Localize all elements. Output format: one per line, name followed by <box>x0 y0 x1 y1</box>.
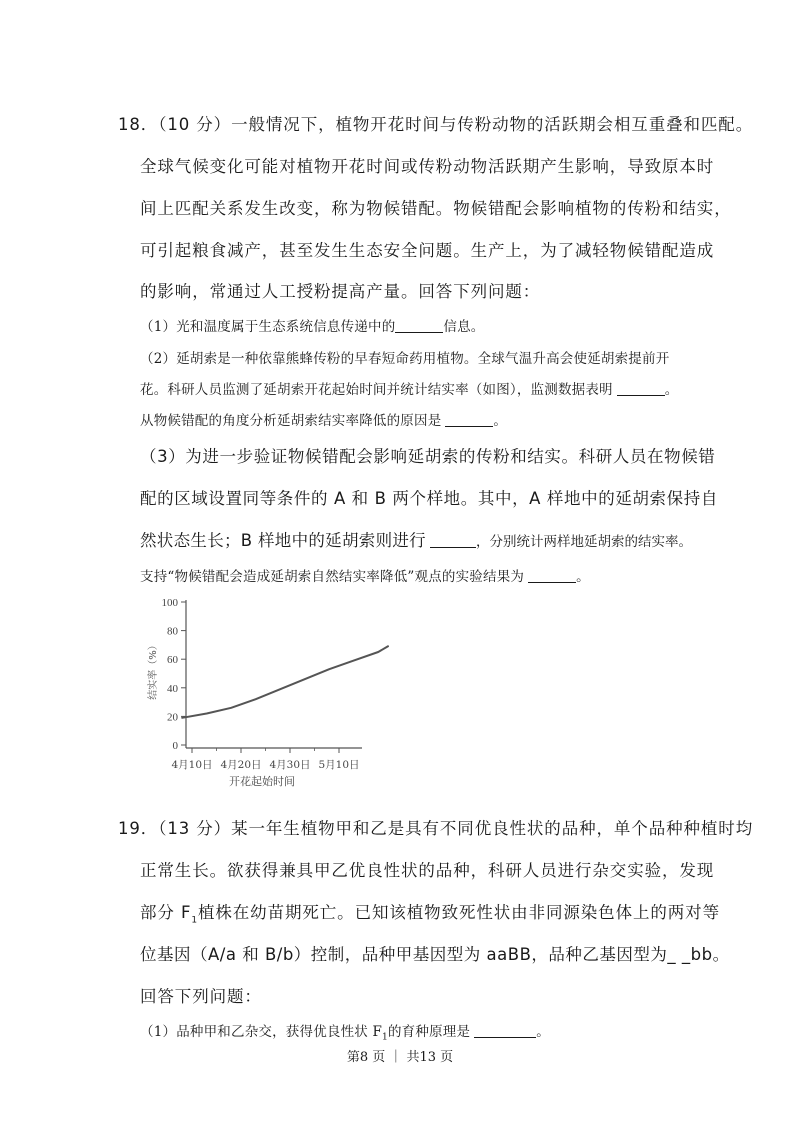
y-tick-label: 0 <box>172 740 178 752</box>
x-axis-title: 开花起始时间 <box>229 775 295 788</box>
x-tick-label: 4月30日 <box>269 759 311 771</box>
q18-line-4: 可引起粮食减产，甚至发生生态安全问题。生产上，为了减轻物候错配造成 <box>140 241 715 260</box>
answer-blank[interactable] <box>395 319 443 334</box>
y-tick-label: 100 <box>161 597 178 609</box>
q19-part1: （1）品种甲和乙杂交，获得优良性状 $F_1$的育种原理是 。 <box>140 1024 550 1043</box>
y-tick-label: 40 <box>167 682 178 695</box>
q19-line-5: 回答下列问题： <box>140 987 262 1006</box>
q18-part3-line4: 支持“物候错配会造成延胡索自然结实率降低”观点的实验结果为 。 <box>140 569 590 585</box>
x-tick-label: 4月10日 <box>171 759 213 771</box>
q19-line-3: 部分 $F_1$植株在幼苗期死亡。已知该植物致死性状由非同源染色体上的两对等 <box>140 903 720 926</box>
answer-blank[interactable] <box>445 413 493 428</box>
q18-part2-line1: （2）延胡索是一种依靠熊蜂传粉的早春短命药用植物。全球气温升高会使延胡索提前开 <box>140 351 670 367</box>
q19-number: 19．（13 分） <box>118 819 232 838</box>
q18-part1: （1）光和温度属于生态系统信息传递中的 信息。 <box>140 319 485 335</box>
answer-blank[interactable] <box>474 1024 536 1039</box>
answer-blank[interactable] <box>430 531 476 549</box>
answer-blank[interactable] <box>617 382 665 397</box>
q19-line-2: 正常生长。欲获得兼具甲乙优良性状的品种，科研人员进行杂交实验，发现 <box>140 861 715 880</box>
series-line <box>182 646 388 718</box>
q19-line-4: 位基因（A/a 和 B/b）控制，品种甲基因型为 aaBB，品种乙基因型为_ _bb。 <box>140 945 730 964</box>
q18-number: 18．（10 分） <box>118 115 232 134</box>
y-tick-label: 80 <box>167 625 178 638</box>
q18-part3-line1: （3）为进一步验证物候错配会影响延胡索的传粉和结实。科研人员在物候错 <box>140 447 716 466</box>
q18-line-3: 间上匹配关系发生改变，称为物候错配。物候错配会影响植物的传粉和结实， <box>140 199 732 218</box>
x-tick-label: 5月10日 <box>318 759 360 771</box>
y-tick-label: 20 <box>167 711 178 724</box>
q18-line-2: 全球气候变化可能对植物开花时间或传粉动物活跃期产生影响，导致原本时 <box>140 157 715 176</box>
q18-part3-line3: 然状态生长；B 样地中的延胡索则进行 ，分别统计两样地延胡索的结实率。 <box>140 531 692 550</box>
x-tick-label: 4月20日 <box>220 759 262 771</box>
q18-line-1: 18．（10 分）一般情况下，植物开花时间与传粉动物的活跃期会相互重叠和匹配。 <box>118 115 754 134</box>
y-axis-title: 结实率（%） <box>148 640 159 700</box>
answer-blank[interactable] <box>528 569 576 584</box>
y-tick-label: 60 <box>167 654 178 667</box>
q18-line-5: 的影响，常通过人工授粉提高产量。回答下列问题： <box>140 282 541 301</box>
fruit-rate-chart <box>130 590 390 790</box>
page-footer: 第8 页 ｜ 共13 页 <box>346 1050 454 1065</box>
q18-part2-line2: 花。科研人员监测了延胡索开花起始时间并统计结实率（如图），监测数据表明 。 <box>140 382 679 398</box>
q18-part2-line3: 从物候错配的角度分析延胡索结实率降低的原因是 。 <box>140 413 508 429</box>
q19-line-1: 19．（13 分）某一年生植物甲和乙是具有不同优良性状的品种，单个品种种植时均 <box>118 819 754 838</box>
q18-part3-line2: 配的区域设置同等条件的 A 和 B 两个样地。其中，A 样地中的延胡索保持自 <box>140 489 718 508</box>
